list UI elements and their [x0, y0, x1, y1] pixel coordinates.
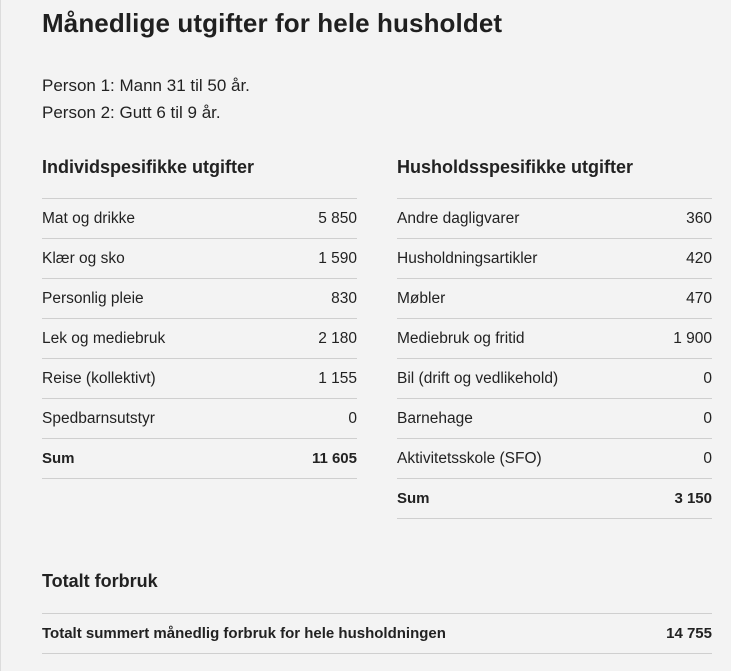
total-value: 14 755 [666, 625, 712, 642]
row-value: 1 900 [673, 329, 712, 347]
row-value: 1 590 [318, 249, 357, 267]
sum-row [397, 479, 712, 519]
table-row [397, 439, 712, 479]
row-label: Klær og sko [42, 249, 125, 267]
table-row [397, 319, 712, 359]
row-value: 5 850 [318, 209, 357, 227]
row-label: Reise (kollektivt) [42, 369, 156, 387]
row-value: 0 [703, 449, 712, 467]
row-value: 360 [686, 209, 712, 227]
individual-expenses-heading: Individspesifikke utgifter [42, 157, 255, 177]
table-row [397, 399, 712, 439]
left-divider [0, 0, 1, 671]
sum-value: 3 150 [674, 490, 712, 507]
row-value: 420 [686, 249, 712, 267]
sum-value: 11 605 [311, 450, 357, 467]
table-row [397, 359, 712, 399]
row-label: Bil (drift og vedlikehold) [397, 369, 559, 387]
row-value: 470 [686, 289, 712, 307]
table-row [42, 359, 357, 399]
household-members [42, 72, 250, 126]
row-value: 2 180 [318, 329, 357, 347]
sum-label: Sum [42, 450, 75, 467]
sum-row [42, 439, 357, 479]
individual-expenses [42, 156, 357, 479]
person-2: Person 2: Gutt 6 til 9 år. [42, 103, 221, 122]
row-label: Lek og mediebruk [42, 329, 166, 347]
row-value: 1 155 [318, 369, 357, 387]
row-value: 0 [348, 409, 357, 427]
row-label: Personlig pleie [42, 289, 144, 307]
household-expenses-table [397, 198, 712, 519]
household-expenses [397, 156, 712, 519]
total-heading: Totalt forbruk [42, 571, 158, 591]
table-row [42, 279, 357, 319]
individual-expenses-table [42, 198, 357, 479]
row-label: Andre dagligvarer [397, 209, 520, 227]
row-label: Husholdningsartikler [397, 249, 538, 267]
total-row [42, 613, 712, 654]
sum-label: Sum [397, 490, 430, 507]
table-row [42, 319, 357, 359]
row-value: 830 [331, 289, 357, 307]
row-value: 0 [703, 369, 712, 387]
table-row [42, 399, 357, 439]
person-1: Person 1: Mann 31 til 50 år. [42, 76, 250, 95]
table-row [42, 239, 357, 279]
household-expenses-heading: Husholdsspesifikke utgifter [397, 157, 634, 177]
row-value: 0 [703, 409, 712, 427]
total-label: Totalt summert månedlig forbruk for hele husholdningen [42, 625, 446, 642]
row-label: Aktivitetsskole (SFO) [397, 449, 542, 467]
row-label: Spedbarnsutstyr [42, 409, 155, 427]
row-label: Barnehage [397, 409, 473, 427]
row-label: Mediebruk og fritid [397, 329, 525, 347]
table-row [397, 199, 712, 239]
row-label: Mat og drikke [42, 209, 136, 227]
table-row [42, 199, 357, 239]
row-label: Møbler [397, 289, 446, 307]
table-row [397, 279, 712, 319]
page-title: Månedlige utgifter for hele husholdet [42, 8, 503, 38]
table-row [397, 239, 712, 279]
